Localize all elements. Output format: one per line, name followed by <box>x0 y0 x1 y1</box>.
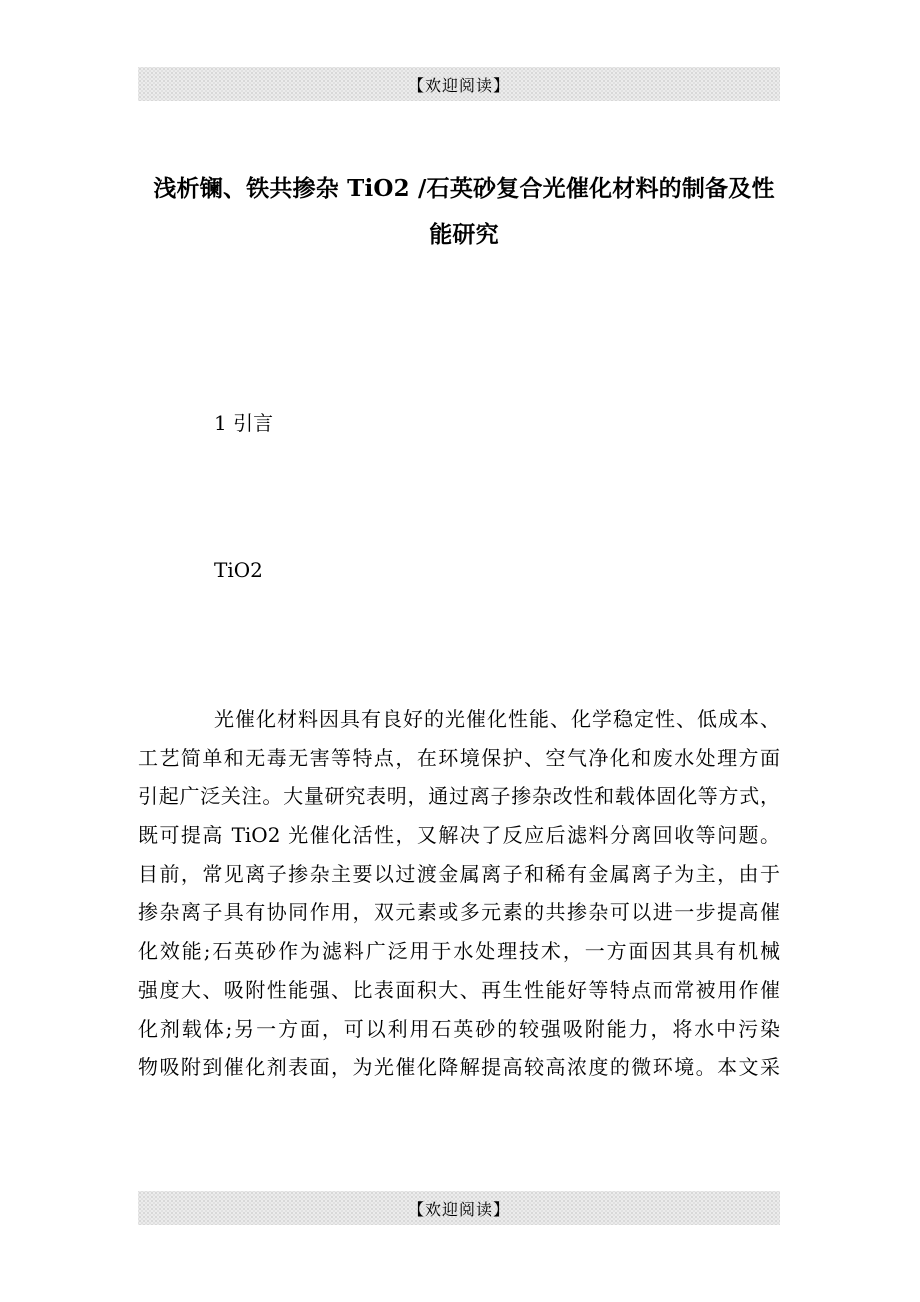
header-banner <box>138 67 780 101</box>
title-line-1: 浅析镧、铁共掺杂 TiO2 /石英砂复合光催化材料的制备及性 <box>153 175 775 202</box>
body-line: 引起广泛关注。大量研究表明，通过离子掺杂改性和载体固化等方式， <box>138 784 780 809</box>
title-line-2: 能研究 <box>429 221 499 248</box>
body-line: 掺杂离子具有协同作用，双元素或多元素的共掺杂可以进一步提高催 <box>138 900 780 925</box>
body-line: 物吸附到催化剂表面，为光催化降解提高较高浓度的微环境。本文采 <box>138 1055 780 1080</box>
footer-banner <box>138 1191 780 1225</box>
body-paragraph <box>138 700 780 1087</box>
body-line: 工艺简单和无毒无害等特点，在环境保护、空气净化和废水处理方面 <box>138 745 780 770</box>
body-line: 既可提高 TiO2 光催化活性，又解决了反应后滤料分离回收等问题。 <box>138 823 780 848</box>
body-line: 强度大、吸附性能强、比表面积大、再生性能好等特点而常被用作催 <box>138 977 780 1002</box>
header-banner-text: 【欢迎阅读】 <box>407 75 510 95</box>
footer-banner-text: 【欢迎阅读】 <box>407 1199 510 1219</box>
body-line: 目前，常见离子掺杂主要以过渡金属离子和稀有金属离子为主，由于 <box>138 861 780 886</box>
document-title <box>138 166 790 258</box>
formula-label: TiO2 <box>214 558 263 582</box>
body-line: 化效能;石英砂作为滤料广泛用于水处理技术，一方面因其具有机械 <box>138 939 780 964</box>
section-heading: 1 引言 <box>214 411 274 435</box>
body-line: 光催化材料因具有良好的光催化性能、化学稳定性、低成本、 <box>214 707 780 731</box>
body-line: 化剂载体;另一方面，可以利用石英砂的较强吸附能力，将水中污染 <box>138 1016 780 1041</box>
